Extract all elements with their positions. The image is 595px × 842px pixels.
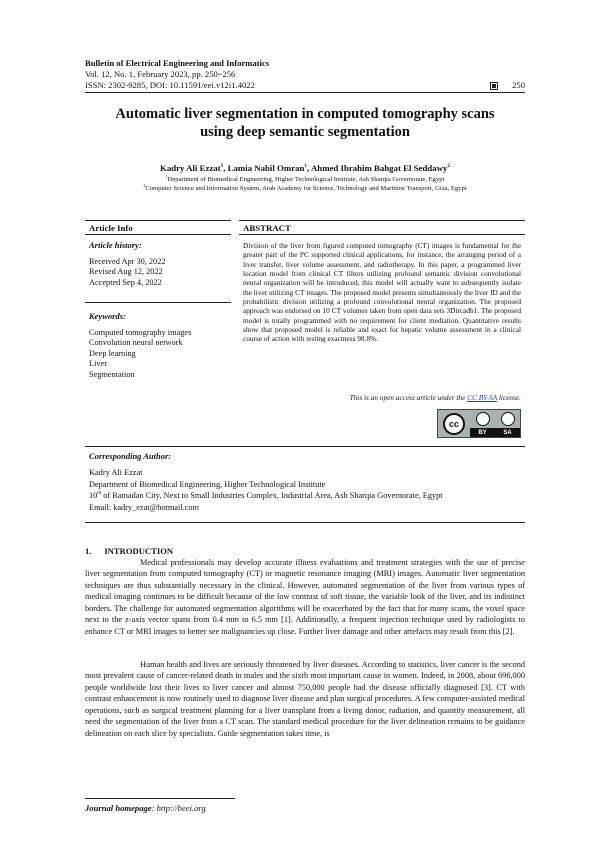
- header-rule: [85, 92, 525, 93]
- cc-icon: cc: [443, 413, 465, 435]
- page-number: 250: [512, 80, 525, 90]
- sa-label: SA: [503, 429, 512, 436]
- journal-volume: Vol. 12, No. 1, February 2023, pp. 250~256: [85, 69, 236, 79]
- keyword: Convolution neural network: [89, 338, 183, 348]
- abstract-top-rule: [239, 220, 525, 221]
- intro-paragraph: Human health and lives are seriously threatened by liver diseases. According to statistics, liver cancer is the second most prevalent cause of cancer-related death in males and the sixth most important cause in women. Indeed, in 2008, about 696,000 people worldwide lost their lives to liver cancer and almost 750,000 people had the disease officially diagnosed [3]. CT with contrast enhancement is now routinely used to diagnose liver disease and plan surgical procedures. A few computer-assisted medical operations, such as surgical treatment planning for a liver transplant from a living donor, radiation, and quantity measurement, all need the segmentation of the liver from a CT scan. The standard medical procedure for the liver delineation remains to be guidance delineation on each slice by specialists. Guide segmentation takes time, is: [85, 660, 525, 738]
- keyword: Liver: [89, 359, 107, 369]
- affiliation: $^1$Department of Biomedical Engineering, Higher Technological Institute, Ash Sharqia Governorate, Egypt: [165, 173, 445, 183]
- author-name: Ahmed Ibrahim Bahgat El Seddawy: [310, 163, 448, 173]
- corresponding-dept: Department of Biomedical Engineering, Higher Technological Institute: [89, 479, 326, 489]
- homepage-url[interactable]: : http://beei.org: [151, 803, 206, 813]
- journal-header: [85, 58, 525, 91]
- title-line: using deep semantic segmentation: [200, 124, 410, 140]
- history-item: Accepted Sep 4, 2022: [89, 277, 162, 287]
- corresponding-bottom-rule: [85, 522, 525, 523]
- license-link[interactable]: CC BY-SA: [467, 393, 498, 402]
- share-alike-icon: [501, 412, 515, 426]
- keyword: Computed tomography images: [89, 327, 192, 337]
- section-heading: 1. INTRODUCTION: [85, 546, 174, 556]
- by-label: BY: [478, 429, 487, 436]
- abstract-rule: [239, 234, 525, 235]
- article-info-rule: [85, 234, 231, 235]
- corresponding-email: Email: kadry_ezat@hotmail.com: [89, 503, 199, 513]
- author-name: Kadry Ali Ezzat: [160, 163, 221, 173]
- keywords-rule: [85, 302, 231, 303]
- corresponding-author: [89, 451, 525, 514]
- corresponding-name: Kadry Ali Ezzat: [89, 467, 143, 477]
- open-access-note: This is an open access article under the CC BY-SA license.: [349, 393, 521, 402]
- article-info-top-rule: [85, 220, 231, 221]
- square-icon: [490, 82, 498, 90]
- cc-by-sa-badge[interactable]: [437, 409, 521, 438]
- issn-row: [85, 80, 525, 91]
- author-list: Kadry Ali Ezzat$^1$, Lamia Nabil Omran$^1$, Ahmed Ibrahim Bahgat El Seddawy$^2$: [160, 163, 450, 173]
- affiliation: $^2$Computer Science and Information System, Arab Academy for Science, Technology and Maritime Transport, Giza, Egypt: [143, 182, 467, 192]
- corresponding-top-rule: [85, 446, 525, 447]
- keywords-block: [89, 311, 229, 381]
- history-heading: Article history:: [89, 240, 142, 250]
- history-item: Received Apr 30, 2022: [89, 256, 166, 266]
- corresponding-address: 10th of Ramadan City, Next to Small Industries Complex, Industrial Area, Ash Sharqia Governorate, Egypt: [89, 491, 443, 501]
- footer-rule: [85, 798, 235, 799]
- keywords-heading: Keywords:: [89, 311, 126, 321]
- abstract-heading: ABSTRACT: [243, 223, 291, 233]
- abstract-text: Division of the liver from figured computed tomography (CT) images is fundamental for the greater part of the PC supported clinical applications, for instance, the arranging period of a liver transfer, liver volume assessment, and radiotherapy. In this paper, a programmed liver location model from clinical CT filters utilizing profound semantic division convolutional neural organization will be introduced, this model will actually want to subsequently isolate the liver utilizing CT images. The proposed model presents simultaneously the liver ID and the probabilistic division utilizing a profound convolutional neural organization. The proposed approach was endorsed on 10 CT volumes taken from open data sets 3Dircadb1. The proposed model is totally programmed with no requirement for client mediation. Quantitative results show that proposed model is reliable and exact for hepatic volume assessment in a clinical course of action with testing exactness 98.8%.: [243, 241, 521, 344]
- keyword: Segmentation: [89, 369, 135, 379]
- title-line: Automatic liver segmentation in computed tomography scans: [115, 106, 495, 122]
- journal-name: Bulletin of Electrical Engineering and Informatics: [85, 58, 270, 68]
- journal-issn: ISSN: 2302-9285, DOI: 10.11591/eei.v12i1.4022: [85, 80, 255, 90]
- article-history: [89, 240, 229, 288]
- author-name: Lamia Nabil Omran: [227, 163, 305, 173]
- attribution-icon: [476, 412, 490, 426]
- journal-homepage: Journal homepage: http://beei.org: [85, 803, 206, 813]
- keyword: Deep learning: [89, 348, 136, 358]
- intro-paragraph: Medical professionals may develop accurate illness evaluations and treatment strategies with the use of precise liver segmentation from computed tomography (CT) or magnetic resonance imaging (MRI) images. Automatic liver segmentation techniques are thus substantially necessary in the clinical. However, automated segmentation of the liver from various types of medical imaging continues to be difficult because of the low contrast of soft tissue, the variable look of the liver, and its indistinct borders. The challenge for automated segmentation algorithms will be exacerbated by the fact that for many scans, the voxel space next to the z-axis vector spans from 0.4 mm to 6.5 mm [1]. Additionally, a frequent injection technique used by radiologists to enhance CT or MRI images to better see malignancies up close. Further liver damage and other artefacts may result from this [2].: [85, 558, 525, 636]
- article-info-heading: Article Info: [89, 223, 133, 233]
- paper-title: [85, 105, 525, 141]
- history-item: Revised Aug 12, 2022: [89, 267, 163, 277]
- corresponding-heading: Corresponding Author:: [89, 451, 172, 461]
